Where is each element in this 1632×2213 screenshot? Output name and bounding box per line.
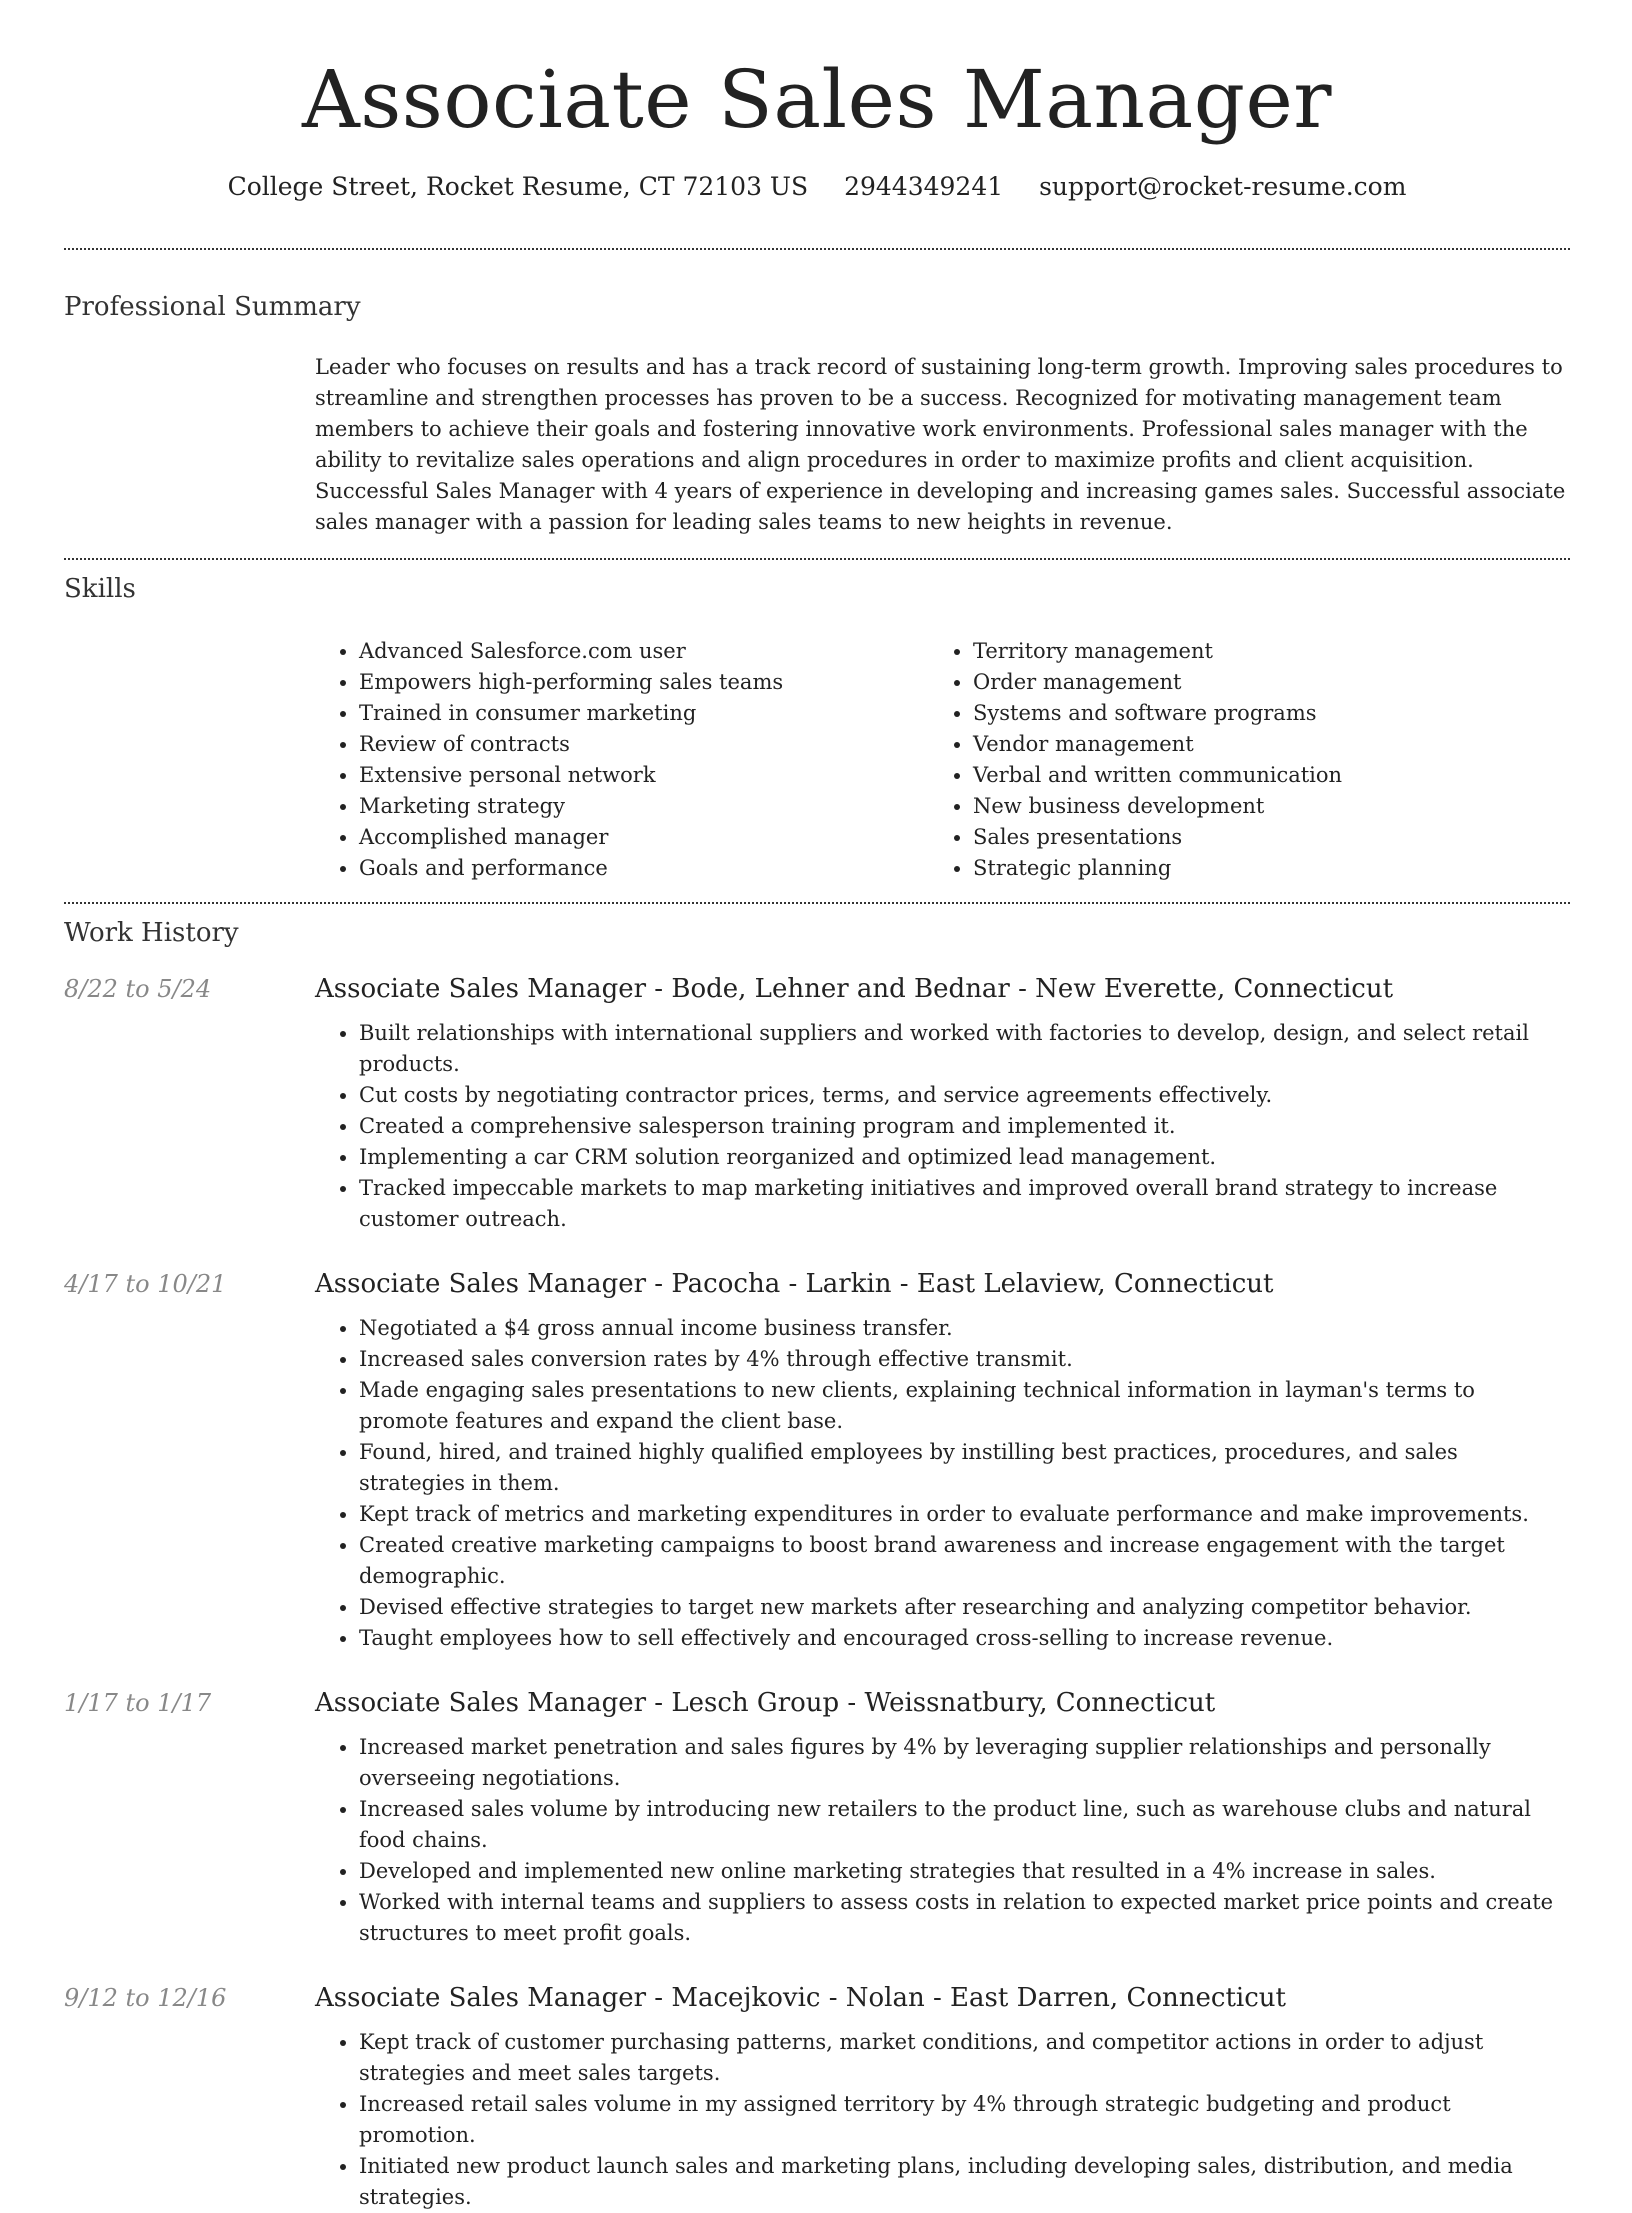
job-bullet: • Built relationships with international suppliers and worked with factories to develop, design, and select retail products. [359,1018,1570,1080]
skills-column-left [315,636,929,884]
job-bullet: • Created creative marketing campaigns to boost brand awareness and increase engagement with the target demographic. [359,1530,1570,1592]
job-bullets [315,1732,1570,1949]
job-entry [64,1686,1570,1949]
job-bullet: • Increased sales volume by introducing new retailers to the product line, such as warehouse clubs and natural food chains. [359,1794,1570,1856]
skill-item: • Accomplished manager [359,822,929,853]
skill-item: • Review of contracts [359,729,929,760]
skill-item: • New business development [973,791,1533,822]
skill-item: • Verbal and written communication [973,760,1533,791]
job-title: Associate Sales Manager - Lesch Group - Weissnatbury, Connecticut [315,1688,1216,1718]
skill-item: • Vendor management [973,729,1533,760]
skill-item: • Sales presentations [973,822,1533,853]
section-divider [64,902,1570,904]
skill-item: • Territory management [973,636,1533,667]
summary-text: Leader who focuses on results and has a track record of sustaining long-term growth. Improving sales procedures to streamline and strengthen processes has proven to be a success. Recognized for motivating management team members to achieve their goals and fostering innovative work environments. Professional sales manager with the ability to revitalize sales operations and align procedures in order to maximize profits and client acquisition. Successful Sales Manager with 4 years of experience in developing and increasing games sales. Successful associate sales manager with a passion for leading sales teams to new heights in revenue. [315,355,1566,534]
job-bullet: • Created a comprehensive salesperson training program and implemented it. [359,1111,1570,1142]
job-dates: 8/22 to 5/24 [64,975,212,1003]
job-header [64,1686,1570,1720]
job-bullet: • Increased sales conversion rates by 4% through effective transmit. [359,1344,1570,1375]
job-bullet: • Increased market penetration and sales figures by 4% by leveraging supplier relationships and personally overseeing negotiations. [359,1732,1570,1794]
contact-email: support@rocket-resume.com [1039,172,1407,201]
skills-list [315,636,1570,884]
job-header [64,1981,1570,2015]
job-bullet: • Devised effective strategies to target new markets after researching and analyzing competitor behavior. [359,1592,1570,1623]
job-bullet: • Developed and implemented new online marketing strategies that resulted in a 4% increase in sales. [359,1856,1570,1887]
job-dates: 4/17 to 10/21 [64,1270,227,1298]
job-title: Associate Sales Manager - Pacocha - Larkin - East Lelaview, Connecticut [315,1269,1274,1299]
job-entry [64,972,1570,1235]
job-bullet: • Kept track of metrics and marketing expenditures in order to evaluate performance and make improvements. [359,1499,1570,1530]
job-entry [64,1267,1570,1654]
summary-heading: Professional Summary [64,292,361,322]
resume-page [64,0,1570,2213]
skill-item: • Advanced Salesforce.com user [359,636,929,667]
job-title: Associate Sales Manager - Bode, Lehner and Bednar - New Everette, Connecticut [315,974,1394,1004]
job-bullet: • Found, hired, and trained highly qualified employees by instilling best practices, procedures, and sales strategies in them. [359,1437,1570,1499]
section-divider [64,248,1570,250]
section-divider [64,558,1570,560]
job-title: Associate Sales Manager - Macejkovic - Nolan - East Darren, Connecticut [315,1983,1286,2013]
skills-column-right [929,636,1533,884]
job-bullet: • Increased retail sales volume in my assigned territory by 4% through strategic budgeting and product promotion. [359,2089,1570,2151]
job-bullets [315,1018,1570,1235]
job-bullet: • Kept track of customer purchasing patterns, market conditions, and competitor actions in order to adjust strategies and meet sales targets. [359,2027,1570,2089]
job-bullets [315,1313,1570,1654]
skill-item: • Order management [973,667,1533,698]
skill-item: • Goals and performance [359,853,929,884]
job-bullet: • Worked with internal teams and suppliers to assess costs in relation to expected market price points and create structures to meet profit goals. [359,1887,1570,1949]
skill-item: • Trained in consumer marketing [359,698,929,729]
job-bullet: • Cut costs by negotiating contractor prices, terms, and service agreements effectively. [359,1080,1570,1111]
work-history-heading: Work History [64,918,239,948]
contact-address: College Street, Rocket Resume, CT 72103 US [227,172,809,201]
job-header [64,1267,1570,1301]
skill-item: • Empowers high-performing sales teams [359,667,929,698]
job-bullet: • Taught employees how to sell effectively and encouraged cross-selling to increase revenue. [359,1623,1570,1654]
contact-phone: 2944349241 [844,172,1004,201]
job-bullet: • Implementing a car CRM solution reorganized and optimized lead management. [359,1142,1570,1173]
job-bullet: • Negotiated a $4 gross annual income business transfer. [359,1313,1570,1344]
job-bullet: • Initiated new product launch sales and marketing plans, including developing sales, distribution, and media strategies. [359,2151,1570,2213]
job-entry [64,1981,1570,2213]
contact-line [64,170,1570,204]
skills-heading: Skills [64,574,136,604]
job-header [64,972,1570,1006]
job-dates: 9/12 to 12/16 [64,1984,227,2012]
job-bullet: • Tracked impeccable markets to map marketing initiatives and improved overall brand strategy to increase customer outreach. [359,1173,1570,1235]
skill-item: • Extensive personal network [359,760,929,791]
skill-item: • Systems and software programs [973,698,1533,729]
skill-item: • Marketing strategy [359,791,929,822]
job-bullets [315,2027,1570,2213]
skill-item: • Strategic planning [973,853,1533,884]
job-dates: 1/17 to 1/17 [64,1689,212,1717]
job-bullet: • Made engaging sales presentations to new clients, explaining technical information in layman's terms to promote features and expand the client base. [359,1375,1570,1437]
candidate-name: Associate Sales Manager [301,53,1333,146]
